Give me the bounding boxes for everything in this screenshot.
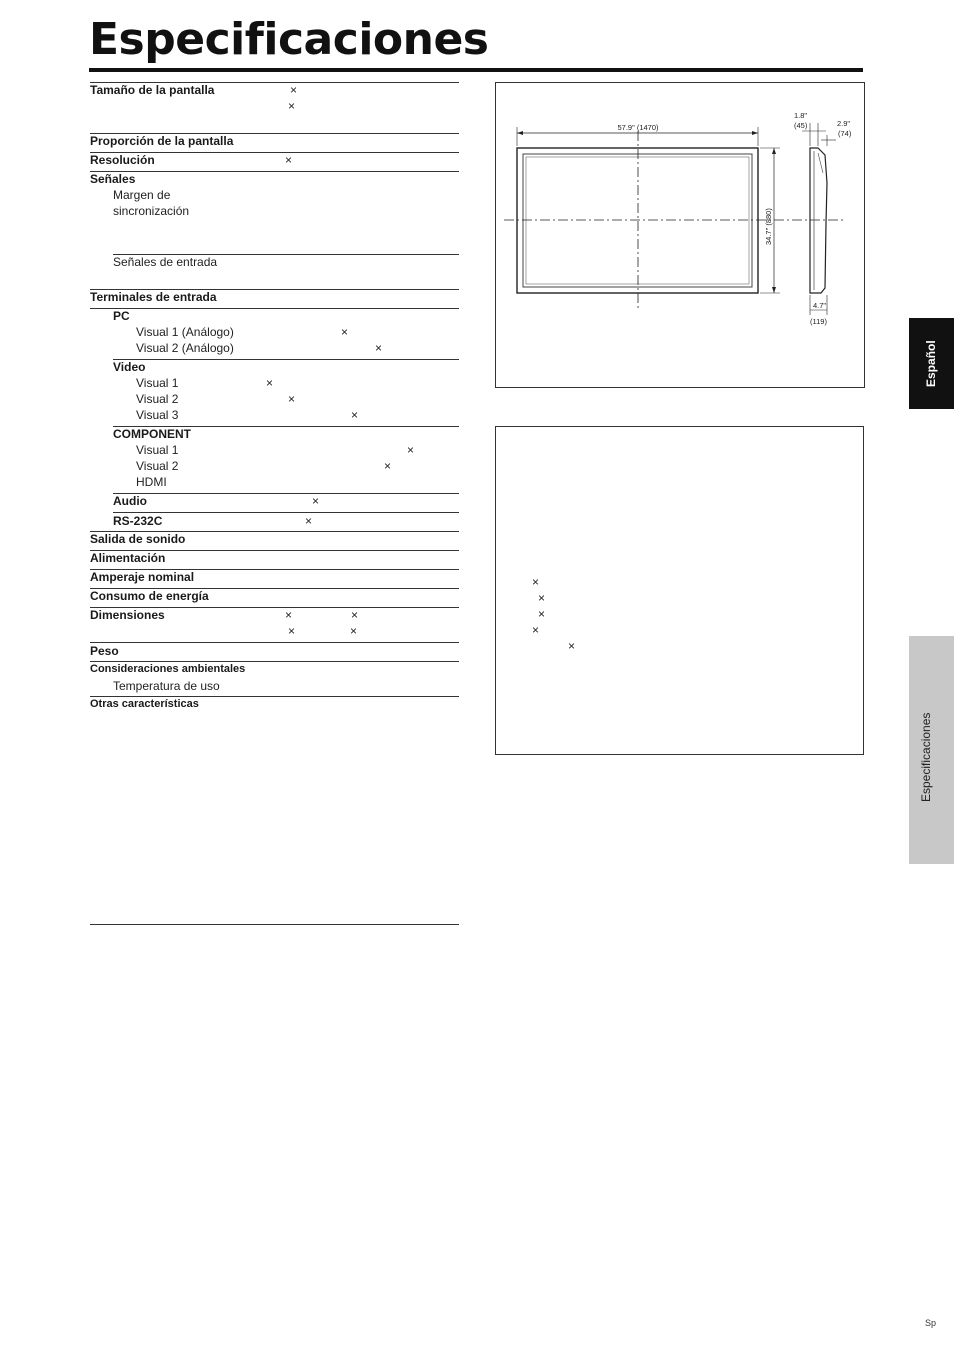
panel-screen-outline bbox=[523, 154, 752, 287]
width-label: 57.9" (1470) bbox=[617, 123, 659, 132]
spec-pc-visual2: Visual 2 (Análogo) bbox=[136, 341, 234, 355]
title-rule bbox=[89, 68, 863, 72]
divider bbox=[90, 171, 459, 172]
times-symbol: × bbox=[384, 459, 392, 473]
page-label: Sp bbox=[925, 1318, 937, 1328]
times-symbol: × bbox=[532, 623, 540, 637]
depth-side-in: 2.9" bbox=[837, 119, 851, 128]
times-symbol: × bbox=[351, 408, 359, 422]
spec-comp-visual2: Visual 2 bbox=[136, 459, 179, 473]
times-symbol: × bbox=[312, 494, 320, 508]
spec-sound-output: Salida de sonido bbox=[90, 532, 186, 546]
spec-signals: Señales bbox=[90, 172, 136, 186]
times-symbol: × bbox=[288, 392, 296, 406]
spec-sync-range-2: sincronización bbox=[113, 204, 190, 218]
times-symbol: × bbox=[538, 607, 546, 621]
page-title: Especificaciones bbox=[89, 14, 489, 65]
depth-top-mm: (45) bbox=[794, 121, 808, 130]
spec-resolution: Resolución bbox=[90, 153, 155, 167]
panel-front-outline bbox=[517, 148, 758, 293]
times-symbol: × bbox=[568, 639, 576, 653]
depth-base-in: 4.7" bbox=[813, 301, 827, 310]
depth-base-mm: (119) bbox=[810, 317, 827, 326]
spec-other-features: Otras características bbox=[90, 698, 199, 710]
spec-rated-current: Amperaje nominal bbox=[90, 570, 195, 584]
divider bbox=[90, 924, 459, 925]
times-symbol: × bbox=[341, 325, 349, 339]
spec-video-visual3: Visual 3 bbox=[136, 408, 179, 422]
spec-pc-visual1: Visual 1 (Análogo) bbox=[136, 325, 234, 339]
spec-rs232c: RS-232C bbox=[113, 514, 163, 528]
spec-aspect-ratio: Proporción de la pantalla bbox=[90, 134, 234, 148]
spec-operating-temp: Temperatura de uso bbox=[113, 679, 220, 693]
times-symbol: × bbox=[375, 341, 383, 355]
spec-power: Alimentación bbox=[90, 551, 166, 565]
spec-pc: PC bbox=[113, 309, 130, 323]
dimension-diagram-box bbox=[495, 82, 865, 388]
depth-side-mm: (74) bbox=[838, 129, 852, 138]
notes-box bbox=[495, 426, 864, 755]
divider bbox=[90, 308, 459, 309]
times-symbol: × bbox=[351, 608, 359, 622]
divider bbox=[113, 493, 459, 494]
spec-video-visual2: Visual 2 bbox=[136, 392, 179, 406]
times-symbol: × bbox=[305, 514, 313, 528]
panel-side-outline bbox=[810, 148, 827, 293]
times-symbol: × bbox=[350, 624, 358, 638]
divider bbox=[90, 696, 459, 697]
spec-dimensions: Dimensiones bbox=[90, 608, 165, 622]
times-symbol: × bbox=[288, 624, 296, 638]
times-symbol: × bbox=[288, 99, 296, 113]
spec-screen-size: Tamaño de la pantalla bbox=[90, 83, 215, 97]
times-symbol: × bbox=[285, 608, 293, 622]
spec-weight: Peso bbox=[90, 644, 119, 658]
divider bbox=[113, 359, 459, 360]
divider bbox=[90, 642, 459, 643]
times-symbol: × bbox=[266, 376, 274, 390]
divider bbox=[90, 661, 459, 662]
times-symbol: × bbox=[407, 443, 415, 457]
side-tab-language[interactable] bbox=[909, 318, 954, 409]
spec-input-terminals: Terminales de entrada bbox=[90, 290, 217, 304]
spec-component: COMPONENT bbox=[113, 427, 191, 441]
spec-input-signals: Señales de entrada bbox=[113, 255, 218, 269]
spec-power-consumption: Consumo de energía bbox=[90, 589, 209, 603]
divider bbox=[113, 512, 459, 513]
spec-sync-range: Margen de bbox=[113, 188, 171, 202]
times-symbol: × bbox=[532, 575, 540, 589]
times-symbol: × bbox=[285, 153, 293, 167]
height-label: 34.7" (880) bbox=[764, 208, 773, 245]
spec-hdmi: HDMI bbox=[136, 475, 167, 489]
times-symbol: × bbox=[290, 83, 298, 97]
panel-screen-inner bbox=[526, 157, 749, 284]
times-symbol: × bbox=[538, 591, 546, 605]
spec-video: Video bbox=[113, 360, 146, 374]
depth-top-in: 1.8" bbox=[794, 111, 808, 120]
spec-video-visual1: Visual 1 bbox=[136, 376, 179, 390]
dimension-diagram bbox=[496, 83, 864, 387]
side-tab-section-label: Especificaciones bbox=[919, 712, 933, 802]
side-tab-language-label: Español bbox=[924, 340, 938, 387]
spec-audio: Audio bbox=[113, 494, 147, 508]
side-tab-section[interactable] bbox=[909, 636, 954, 864]
spec-environmental: Consideraciones ambientales bbox=[90, 663, 246, 675]
spec-comp-visual1: Visual 1 bbox=[136, 443, 179, 457]
